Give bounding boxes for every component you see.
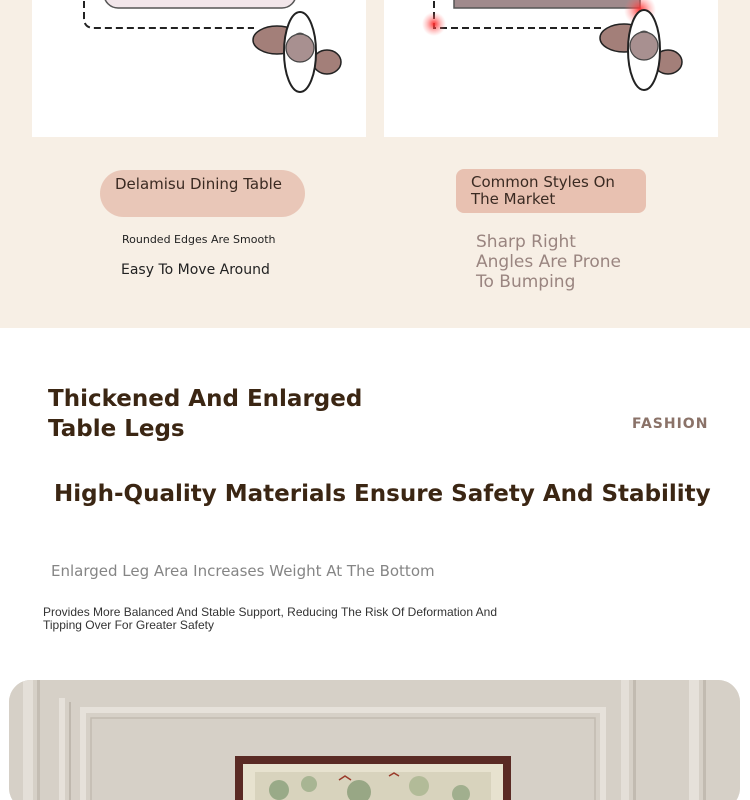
easy-move-note: Easy To Move Around <box>121 262 270 278</box>
rounded-edges-note: Rounded Edges Are Smooth <box>122 233 276 246</box>
section-subheading: High-Quality Materials Ensure Safety And Stability <box>54 481 711 507</box>
sharp-table-illustration <box>384 0 718 137</box>
competitor-label-pill: Common Styles On The Market <box>456 169 646 213</box>
feature-line-2: Provides More Balanced And Stable Support, Reducing The Risk Of Deformation And Tipping Over For Greater Safety <box>43 605 498 632</box>
table-top-view-sharp <box>384 0 718 137</box>
room-photo <box>9 680 740 800</box>
table-top-view-rounded <box>32 0 366 137</box>
fashion-brand-tag <box>632 416 708 432</box>
section-heading: Thickened And Enlarged Table Legs <box>48 386 363 442</box>
brand-tag-text: FASHION <box>632 416 709 432</box>
feature-line-1: Enlarged Leg Area Increases Weight At The Bottom <box>51 562 435 580</box>
sharp-angles-note: Sharp Right Angles Are Prone To Bumping <box>476 232 621 292</box>
product-label-pill: Delamisu Dining Table <box>100 170 305 217</box>
wall-panel-scene <box>9 680 740 800</box>
rounded-table-illustration <box>32 0 366 137</box>
